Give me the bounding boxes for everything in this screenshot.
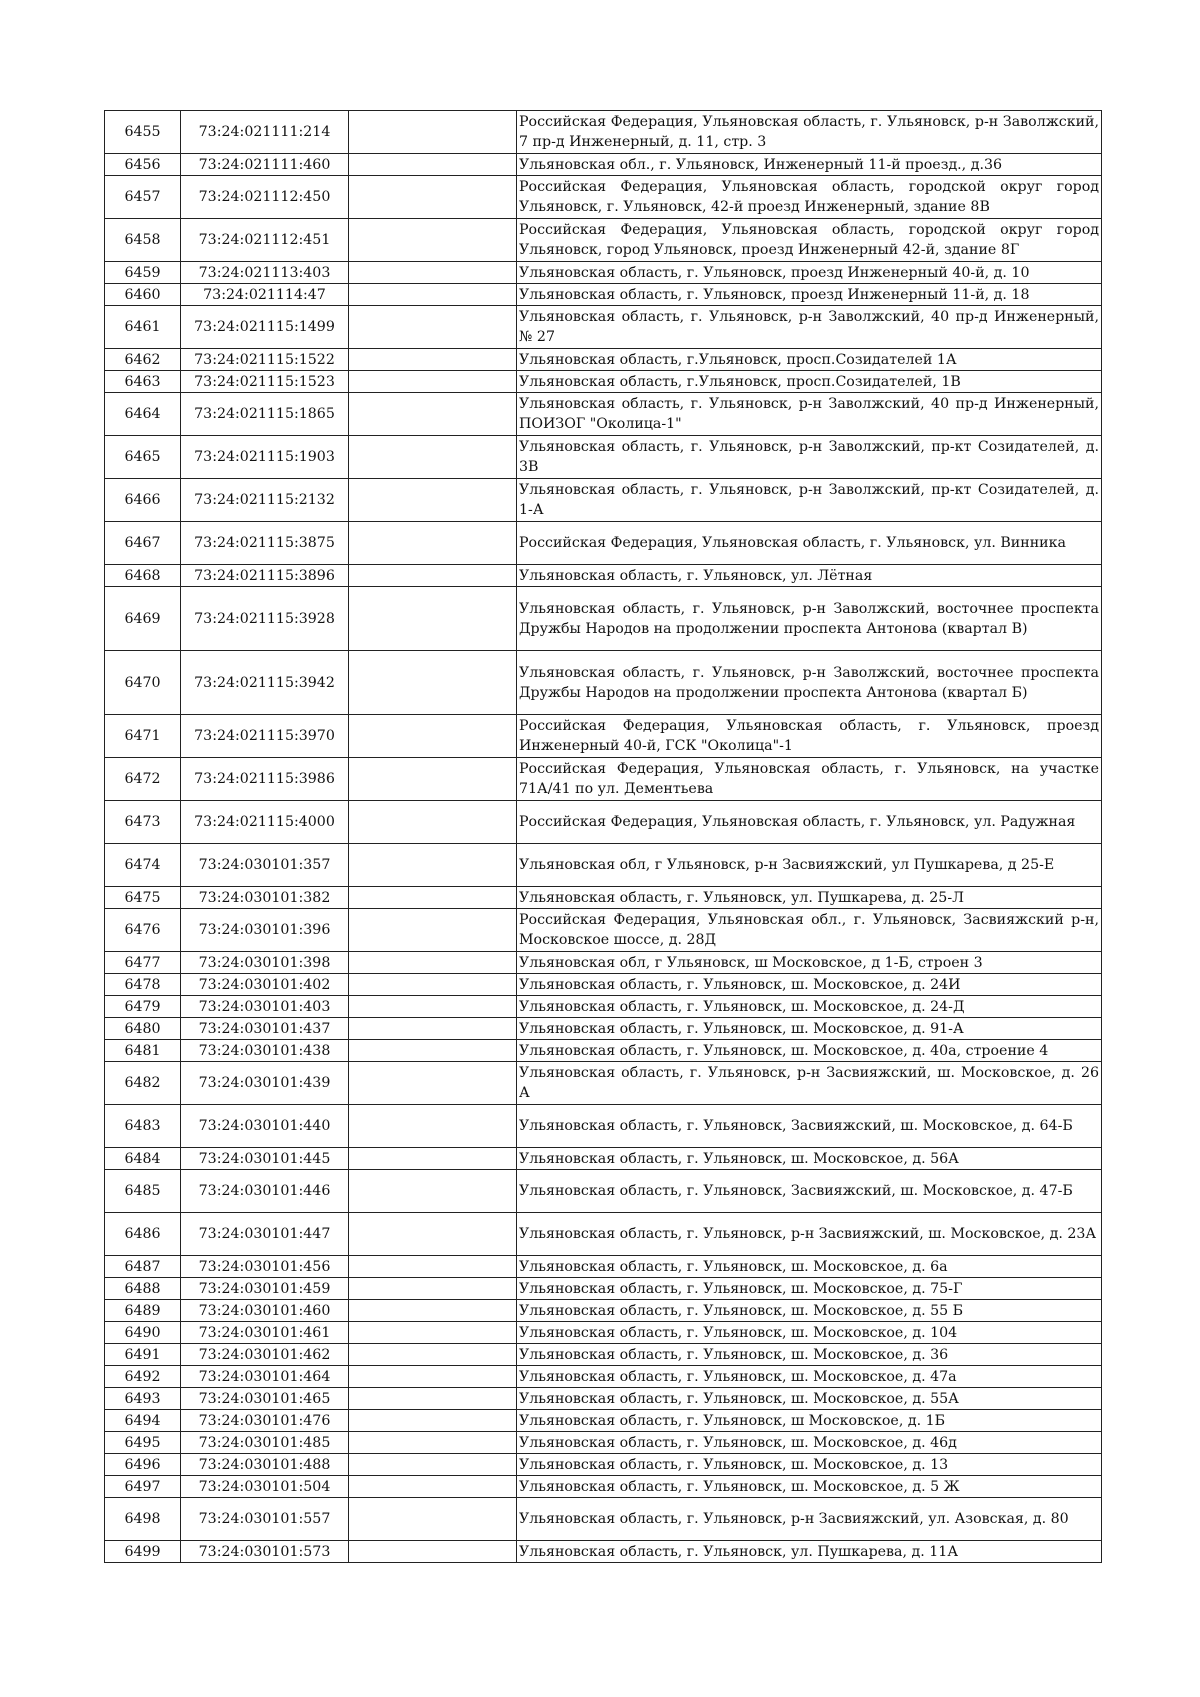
empty-note-cell	[349, 436, 517, 479]
empty-note-cell	[349, 1278, 517, 1300]
empty-note-cell	[349, 1300, 517, 1322]
row-number-cell: 6461	[105, 306, 181, 349]
row-number-cell: 6488	[105, 1278, 181, 1300]
address-cell: Ульяновская область, г. Ульяновск, р-н Заволжский, 40 пр-д Инженерный, ПОИЗОГ "Околица-1"	[517, 393, 1102, 436]
empty-note-cell	[349, 219, 517, 262]
cadastral-number-cell: 73:24:021115:3896	[181, 565, 349, 587]
cadastral-number-cell: 73:24:030101:446	[181, 1170, 349, 1213]
address-cell: Ульяновская область, г. Ульяновск, ш. Московское, д. 91-А	[517, 1018, 1102, 1040]
register-table-body	[105, 111, 1102, 1563]
cadastral-number-cell: 73:24:030101:465	[181, 1388, 349, 1410]
table-row	[105, 952, 1102, 974]
empty-note-cell	[349, 909, 517, 952]
table-row	[105, 801, 1102, 844]
address-cell: Ульяновская область, г.Ульяновск, просп.Созидателей, 1В	[517, 371, 1102, 393]
row-number-cell: 6487	[105, 1256, 181, 1278]
empty-note-cell	[349, 176, 517, 219]
table-row	[105, 154, 1102, 176]
empty-note-cell	[349, 1541, 517, 1563]
empty-note-cell	[349, 393, 517, 436]
address-cell: Ульяновская область, г. Ульяновск, ш. Московское, д. 24И	[517, 974, 1102, 996]
table-row	[105, 1213, 1102, 1256]
cadastral-number-cell: 73:24:030101:573	[181, 1541, 349, 1563]
row-number-cell: 6496	[105, 1454, 181, 1476]
cadastral-number-cell: 73:24:030101:437	[181, 1018, 349, 1040]
table-row	[105, 1018, 1102, 1040]
cadastral-number-cell: 73:24:021113:403	[181, 262, 349, 284]
address-cell: Российская Федерация, Ульяновская область, городской округ город Ульяновск, г. Ульяновск, 42-й проезд Инженерный, здание 8В	[517, 176, 1102, 219]
cadastral-number-cell: 73:24:021115:3875	[181, 522, 349, 565]
row-number-cell: 6464	[105, 393, 181, 436]
address-cell: Ульяновская область, г. Ульяновск, р-н Заволжский, восточнее проспекта Дружбы Народов на продолжении проспекта Антонова (квартал Б)	[517, 651, 1102, 715]
empty-note-cell	[349, 349, 517, 371]
row-number-cell: 6489	[105, 1300, 181, 1322]
address-cell: Ульяновская область, г. Ульяновск, ш. Московское, д. 55А	[517, 1388, 1102, 1410]
address-cell: Ульяновская область, г. Ульяновск, ш. Московское, д. 13	[517, 1454, 1102, 1476]
cadastral-number-cell: 73:24:021115:2132	[181, 479, 349, 522]
row-number-cell: 6475	[105, 887, 181, 909]
table-row	[105, 371, 1102, 393]
row-number-cell: 6457	[105, 176, 181, 219]
table-row	[105, 219, 1102, 262]
cadastral-number-cell: 73:24:030101:403	[181, 996, 349, 1018]
row-number-cell: 6456	[105, 154, 181, 176]
cadastral-number-cell: 73:24:021115:1523	[181, 371, 349, 393]
address-cell: Ульяновская область, г. Ульяновск, Засвияжский, ш. Московское, д. 47-Б	[517, 1170, 1102, 1213]
empty-note-cell	[349, 758, 517, 801]
address-cell: Ульяновская область, г. Ульяновск, ш. Московское, д. 56А	[517, 1148, 1102, 1170]
empty-note-cell	[349, 371, 517, 393]
table-row	[105, 1541, 1102, 1563]
table-row	[105, 651, 1102, 715]
cadastral-number-cell: 73:24:030101:440	[181, 1105, 349, 1148]
row-number-cell: 6486	[105, 1213, 181, 1256]
cadastral-number-cell: 73:24:021112:451	[181, 219, 349, 262]
row-number-cell: 6462	[105, 349, 181, 371]
address-cell: Ульяновская область, г. Ульяновск, ш. Московское, д. 75-Г	[517, 1278, 1102, 1300]
empty-note-cell	[349, 1040, 517, 1062]
address-cell: Ульяновская область, г. Ульяновск, ш. Московское, д. 24-Д	[517, 996, 1102, 1018]
address-cell: Ульяновская обл, г Ульяновск, р-н Засвияжский, ул Пушкарева, д 25-Е	[517, 844, 1102, 887]
cadastral-number-cell: 73:24:030101:357	[181, 844, 349, 887]
address-cell: Ульяновская область, г. Ульяновск, р-н Заволжский, 40 пр-д Инженерный, № 27	[517, 306, 1102, 349]
address-cell: Ульяновская область, г. Ульяновск, Засвияжский, ш. Московское, д. 64-Б	[517, 1105, 1102, 1148]
empty-note-cell	[349, 952, 517, 974]
empty-note-cell	[349, 1388, 517, 1410]
empty-note-cell	[349, 479, 517, 522]
table-row	[105, 284, 1102, 306]
empty-note-cell	[349, 284, 517, 306]
empty-note-cell	[349, 1322, 517, 1344]
address-cell: Российская Федерация, Ульяновская область, г. Ульяновск, ул. Радужная	[517, 801, 1102, 844]
empty-note-cell	[349, 1256, 517, 1278]
table-row	[105, 1344, 1102, 1366]
empty-note-cell	[349, 844, 517, 887]
table-row	[105, 996, 1102, 1018]
row-number-cell: 6466	[105, 479, 181, 522]
empty-note-cell	[349, 1105, 517, 1148]
address-cell: Ульяновская область, г. Ульяновск, р-н Заволжский, восточнее проспекта Дружбы Народов на продолжении проспекта Антонова (квартал В)	[517, 587, 1102, 651]
table-row	[105, 1388, 1102, 1410]
address-cell: Ульяновская область, г. Ульяновск, ш. Московское, д. 104	[517, 1322, 1102, 1344]
address-cell: Ульяновская область, г. Ульяновск, ш Московское, д. 1Б	[517, 1410, 1102, 1432]
cadastral-number-cell: 73:24:030101:447	[181, 1213, 349, 1256]
address-cell: Ульяновская область, г. Ульяновск, р-н Засвияжский, ул. Азовская, д. 80	[517, 1498, 1102, 1541]
table-row	[105, 715, 1102, 758]
row-number-cell: 6471	[105, 715, 181, 758]
cadastral-number-cell: 73:24:030101:485	[181, 1432, 349, 1454]
address-cell: Ульяновская область, г. Ульяновск, ул. Лётная	[517, 565, 1102, 587]
row-number-cell: 6498	[105, 1498, 181, 1541]
cadastral-number-cell: 73:24:021112:450	[181, 176, 349, 219]
address-cell: Ульяновская область, г. Ульяновск, р-н Заволжский, пр-кт Созидателей, д. 1-А	[517, 479, 1102, 522]
row-number-cell: 6459	[105, 262, 181, 284]
empty-note-cell	[349, 1018, 517, 1040]
address-cell: Ульяновская обл., г. Ульяновск, Инженерный 11-й проезд., д.36	[517, 154, 1102, 176]
table-row	[105, 1256, 1102, 1278]
empty-note-cell	[349, 1432, 517, 1454]
empty-note-cell	[349, 801, 517, 844]
table-row	[105, 1322, 1102, 1344]
table-row	[105, 262, 1102, 284]
table-row	[105, 1278, 1102, 1300]
row-number-cell: 6484	[105, 1148, 181, 1170]
address-cell: Ульяновская область, г. Ульяновск, р-н Заволжский, пр-кт Созидателей, д. 3В	[517, 436, 1102, 479]
empty-note-cell	[349, 996, 517, 1018]
empty-note-cell	[349, 715, 517, 758]
cadastral-number-cell: 73:24:030101:464	[181, 1366, 349, 1388]
address-cell: Ульяновская область, г. Ульяновск, ш. Московское, д. 36	[517, 1344, 1102, 1366]
empty-note-cell	[349, 1410, 517, 1432]
row-number-cell: 6478	[105, 974, 181, 996]
row-number-cell: 6483	[105, 1105, 181, 1148]
row-number-cell: 6481	[105, 1040, 181, 1062]
row-number-cell: 6473	[105, 801, 181, 844]
address-cell: Ульяновская область, г.Ульяновск, просп.Созидателей 1А	[517, 349, 1102, 371]
cadastral-number-cell: 73:24:030101:557	[181, 1498, 349, 1541]
cadastral-number-cell: 73:24:030101:461	[181, 1322, 349, 1344]
row-number-cell: 6463	[105, 371, 181, 393]
row-number-cell: 6469	[105, 587, 181, 651]
address-cell: Ульяновская обл, г Ульяновск, ш Московское, д 1-Б, строен 3	[517, 952, 1102, 974]
row-number-cell: 6472	[105, 758, 181, 801]
cadastral-register-table	[104, 110, 1102, 1563]
row-number-cell: 6468	[105, 565, 181, 587]
address-cell: Ульяновская область, г. Ульяновск, ш. Московское, д. 5 Ж	[517, 1476, 1102, 1498]
row-number-cell: 6480	[105, 1018, 181, 1040]
cadastral-number-cell: 73:24:021115:1522	[181, 349, 349, 371]
cadastral-number-cell: 73:24:030101:462	[181, 1344, 349, 1366]
address-cell: Российская Федерация, Ульяновская область, г. Ульяновск, на участке 71А/41 по ул. Дементьева	[517, 758, 1102, 801]
row-number-cell: 6493	[105, 1388, 181, 1410]
address-cell: Ульяновская область, г. Ульяновск, ул. Пушкарева, д. 25-Л	[517, 887, 1102, 909]
empty-note-cell	[349, 262, 517, 284]
address-cell: Российская Федерация, Ульяновская область, г. Ульяновск, р-н Заволжский, 7 пр-д Инженерный, д. 11, стр. 3	[517, 111, 1102, 154]
address-cell: Ульяновская область, г. Ульяновск, ш. Московское, д. 6а	[517, 1256, 1102, 1278]
empty-note-cell	[349, 154, 517, 176]
cadastral-number-cell: 73:24:021115:4000	[181, 801, 349, 844]
table-row	[105, 1410, 1102, 1432]
empty-note-cell	[349, 1344, 517, 1366]
table-row	[105, 1062, 1102, 1105]
cadastral-number-cell: 73:24:030101:438	[181, 1040, 349, 1062]
table-row	[105, 522, 1102, 565]
row-number-cell: 6497	[105, 1476, 181, 1498]
empty-note-cell	[349, 1366, 517, 1388]
address-cell: Ульяновская область, г. Ульяновск, ш. Московское, д. 40а, строение 4	[517, 1040, 1102, 1062]
empty-note-cell	[349, 1062, 517, 1105]
address-cell: Ульяновская область, г. Ульяновск, ул. Пушкарева, д. 11А	[517, 1541, 1102, 1563]
cadastral-number-cell: 73:24:021115:1903	[181, 436, 349, 479]
table-row	[105, 479, 1102, 522]
cadastral-number-cell: 73:24:021115:3986	[181, 758, 349, 801]
table-row	[105, 1105, 1102, 1148]
row-number-cell: 6458	[105, 219, 181, 262]
table-row	[105, 887, 1102, 909]
address-cell: Ульяновская область, г. Ульяновск, ш. Московское, д. 55 Б	[517, 1300, 1102, 1322]
table-row	[105, 565, 1102, 587]
table-row	[105, 176, 1102, 219]
cadastral-number-cell: 73:24:021115:1499	[181, 306, 349, 349]
row-number-cell: 6455	[105, 111, 181, 154]
table-row	[105, 909, 1102, 952]
cadastral-number-cell: 73:24:030101:402	[181, 974, 349, 996]
cadastral-number-cell: 73:24:030101:456	[181, 1256, 349, 1278]
cadastral-number-cell: 73:24:021111:460	[181, 154, 349, 176]
cadastral-number-cell: 73:24:030101:460	[181, 1300, 349, 1322]
empty-note-cell	[349, 974, 517, 996]
table-row	[105, 758, 1102, 801]
table-row	[105, 844, 1102, 887]
table-row	[105, 1148, 1102, 1170]
table-row	[105, 587, 1102, 651]
address-cell: Ульяновская область, г. Ульяновск, проезд Инженерный 11-й, д. 18	[517, 284, 1102, 306]
row-number-cell: 6479	[105, 996, 181, 1018]
table-row	[105, 1498, 1102, 1541]
cadastral-number-cell: 73:24:030101:439	[181, 1062, 349, 1105]
table-row	[105, 393, 1102, 436]
cadastral-number-cell: 73:24:030101:396	[181, 909, 349, 952]
table-row	[105, 1432, 1102, 1454]
row-number-cell: 6465	[105, 436, 181, 479]
cadastral-number-cell: 73:24:021111:214	[181, 111, 349, 154]
row-number-cell: 6476	[105, 909, 181, 952]
address-cell: Российская Федерация, Ульяновская область, г. Ульяновск, ул. Винника	[517, 522, 1102, 565]
table-row	[105, 436, 1102, 479]
address-cell: Ульяновская область, г. Ульяновск, р-н Засвияжский, ш. Московское, д. 23А	[517, 1213, 1102, 1256]
row-number-cell: 6495	[105, 1432, 181, 1454]
empty-note-cell	[349, 1498, 517, 1541]
cadastral-number-cell: 73:24:030101:398	[181, 952, 349, 974]
table-row	[105, 349, 1102, 371]
table-row	[105, 1476, 1102, 1498]
row-number-cell: 6470	[105, 651, 181, 715]
row-number-cell: 6477	[105, 952, 181, 974]
empty-note-cell	[349, 887, 517, 909]
row-number-cell: 6491	[105, 1344, 181, 1366]
empty-note-cell	[349, 651, 517, 715]
empty-note-cell	[349, 1454, 517, 1476]
row-number-cell: 6460	[105, 284, 181, 306]
table-row	[105, 1040, 1102, 1062]
empty-note-cell	[349, 1476, 517, 1498]
cadastral-number-cell: 73:24:021115:3928	[181, 587, 349, 651]
empty-note-cell	[349, 522, 517, 565]
row-number-cell: 6492	[105, 1366, 181, 1388]
row-number-cell: 6467	[105, 522, 181, 565]
cadastral-number-cell: 73:24:021115:3942	[181, 651, 349, 715]
address-cell: Ульяновская область, г. Ульяновск, ш. Московское, д. 46д	[517, 1432, 1102, 1454]
cadastral-number-cell: 73:24:030101:382	[181, 887, 349, 909]
row-number-cell: 6482	[105, 1062, 181, 1105]
cadastral-number-cell: 73:24:021115:3970	[181, 715, 349, 758]
cadastral-number-cell: 73:24:021114:47	[181, 284, 349, 306]
table-row	[105, 1366, 1102, 1388]
empty-note-cell	[349, 1213, 517, 1256]
table-row	[105, 1170, 1102, 1213]
cadastral-number-cell: 73:24:030101:504	[181, 1476, 349, 1498]
table-row	[105, 1454, 1102, 1476]
address-cell: Российская Федерация, Ульяновская область, г. Ульяновск, проезд Инженерный 40-й, ГСК "Околица"-1	[517, 715, 1102, 758]
address-cell: Ульяновская область, г. Ульяновск, ш. Московское, д. 47а	[517, 1366, 1102, 1388]
cadastral-number-cell: 73:24:030101:445	[181, 1148, 349, 1170]
cadastral-number-cell: 73:24:030101:476	[181, 1410, 349, 1432]
table-row	[105, 306, 1102, 349]
table-row	[105, 1300, 1102, 1322]
cadastral-number-cell: 73:24:030101:459	[181, 1278, 349, 1300]
cadastral-number-cell: 73:24:030101:488	[181, 1454, 349, 1476]
cadastral-number-cell: 73:24:021115:1865	[181, 393, 349, 436]
empty-note-cell	[349, 587, 517, 651]
row-number-cell: 6474	[105, 844, 181, 887]
table-row	[105, 111, 1102, 154]
address-cell: Ульяновская область, г. Ульяновск, проезд Инженерный 40-й, д. 10	[517, 262, 1102, 284]
empty-note-cell	[349, 1170, 517, 1213]
table-row	[105, 974, 1102, 996]
row-number-cell: 6499	[105, 1541, 181, 1563]
row-number-cell: 6490	[105, 1322, 181, 1344]
empty-note-cell	[349, 1148, 517, 1170]
empty-note-cell	[349, 565, 517, 587]
address-cell: Российская Федерация, Ульяновская обл., г. Ульяновск, Засвияжский р-н, Московское шоссе, д. 28Д	[517, 909, 1102, 952]
empty-note-cell	[349, 306, 517, 349]
address-cell: Ульяновская область, г. Ульяновск, р-н Засвияжский, ш. Московское, д. 26 А	[517, 1062, 1102, 1105]
empty-note-cell	[349, 111, 517, 154]
row-number-cell: 6485	[105, 1170, 181, 1213]
address-cell: Российская Федерация, Ульяновская область, городской округ город Ульяновск, город Ульяновск, проезд Инженерный 42-й, здание 8Г	[517, 219, 1102, 262]
row-number-cell: 6494	[105, 1410, 181, 1432]
